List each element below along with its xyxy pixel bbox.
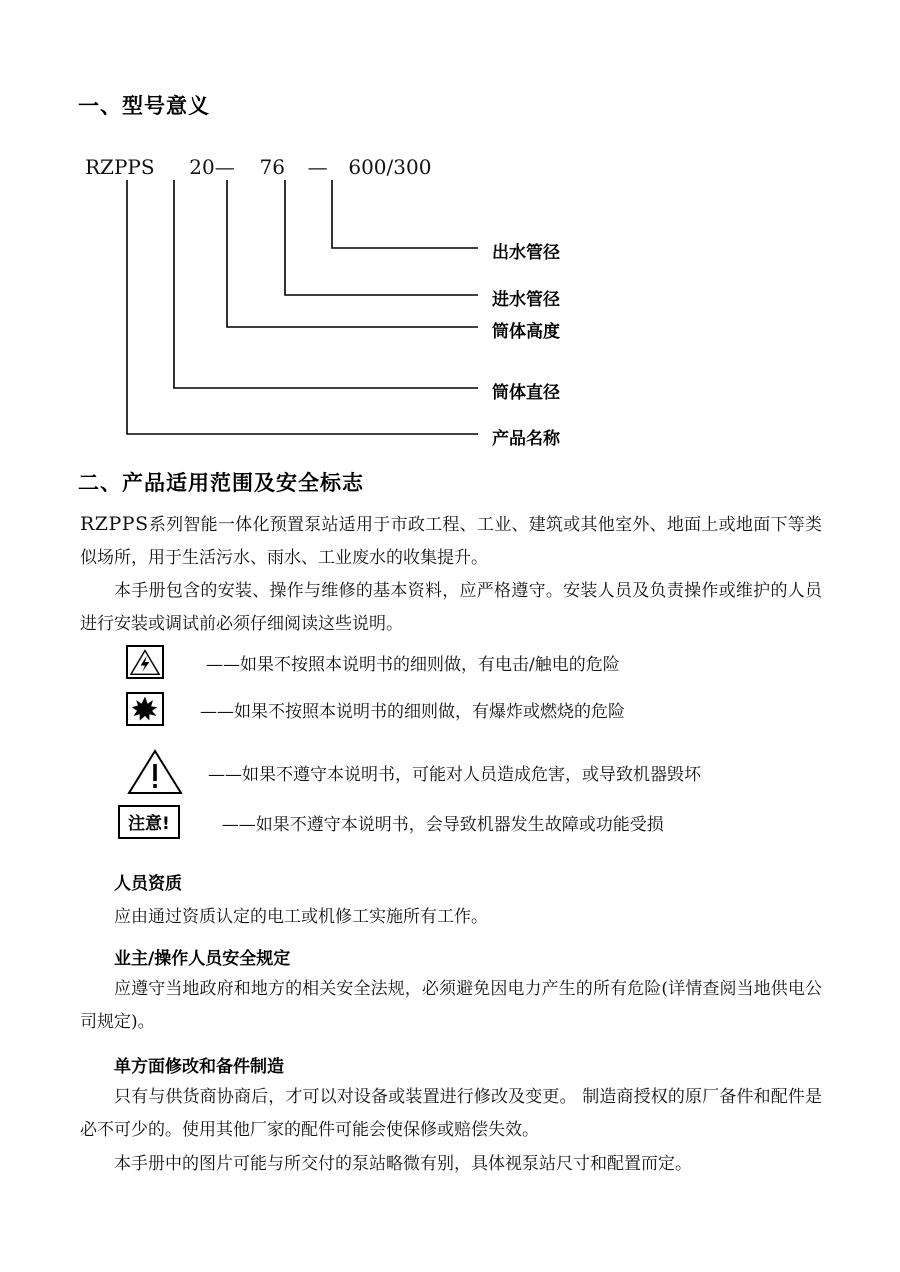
subheading-modification: 单方面修改和备件制造 bbox=[114, 1057, 284, 1077]
electric-shock-icon bbox=[126, 645, 164, 679]
section-heading-2: 二、产品适用范围及安全标志 bbox=[78, 471, 364, 495]
callout-label-barrel-diameter: 筒体直径 bbox=[492, 383, 560, 403]
callout-label-inlet-diameter: 进水管径 bbox=[492, 290, 560, 310]
warning-row-electric bbox=[126, 645, 620, 679]
scope-paragraph-2: 本手册包含的安装、操作与维修的基本资料，应严格遵守。安装人员及负责操作或维护的人员进行安装或调试前必须仔细阅读这些说明。 bbox=[80, 581, 822, 634]
subheading-qualification: 人员资质 bbox=[114, 874, 182, 894]
scope-model-prefix: RZPPS bbox=[80, 513, 149, 535]
model-code-part-0: RZPPS bbox=[85, 155, 155, 179]
warning-row-notice bbox=[118, 805, 664, 839]
model-code-part-1: 20— bbox=[189, 155, 235, 179]
callout-label-outlet-diameter: 出水管径 bbox=[492, 243, 560, 263]
callout-label-product-name: 产品名称 bbox=[492, 429, 560, 449]
model-code-part-3: — bbox=[307, 155, 328, 179]
scope-paragraph-1-text: 系列智能一体化预置泵站适用于市政工程、工业、建筑或其他室外、地面上或地面下等类似场所，用于生活污水、雨水、工业废水的收集提升。 bbox=[80, 515, 822, 568]
modification-body-2: 本手册中的图片可能与所交付的泵站略微有别，具体视泵站尺寸和配置而定。 bbox=[114, 1154, 692, 1174]
model-code-line bbox=[85, 155, 431, 179]
owner-safety-body: 应遵守当地政府和地方的相关安全法规，必须避免因电力产生的所有危险(详情查阅当地供电公司规定)。 bbox=[80, 979, 822, 1032]
model-code-part-4: 600/300 bbox=[348, 155, 432, 179]
warning-text-explosion: ——如果不按照本说明书的细则做，有爆炸或燃烧的危险 bbox=[200, 701, 625, 722]
qualification-body: 应由通过资质认定的电工或机修工实施所有工作。 bbox=[114, 907, 488, 927]
modification-body-1: 只有与供货商协商后，才可以对设备或装置进行修改及变更。 制造商授权的原厂备件和配件是必不可少的。使用其他厂家的配件可能会使保修或赔偿失效。 bbox=[80, 1087, 822, 1140]
callout-label-barrel-height: 筒体高度 bbox=[492, 322, 560, 342]
section-heading-1: 一、型号意义 bbox=[78, 94, 210, 118]
warning-row-general bbox=[126, 748, 701, 796]
warning-row-explosion bbox=[126, 692, 625, 726]
explosion-icon bbox=[126, 692, 164, 726]
warning-text-electric: ——如果不按照本说明书的细则做，有电击/触电的危险 bbox=[206, 654, 620, 675]
model-code-part-2: 76 bbox=[259, 155, 285, 179]
scope-paragraph-1 bbox=[80, 508, 822, 575]
subheading-owner-safety: 业主/操作人员安全规定 bbox=[114, 949, 291, 969]
general-warning-triangle-icon bbox=[126, 748, 184, 796]
warning-text-notice: ——如果不遵守本说明书，会导致机器发生故障或功能受损 bbox=[221, 814, 664, 835]
warning-text-general: ——如果不遵守本说明书，可能对人员造成危害，或导致机器毁坏 bbox=[208, 764, 701, 785]
notice-box-icon: 注意! bbox=[118, 805, 180, 839]
